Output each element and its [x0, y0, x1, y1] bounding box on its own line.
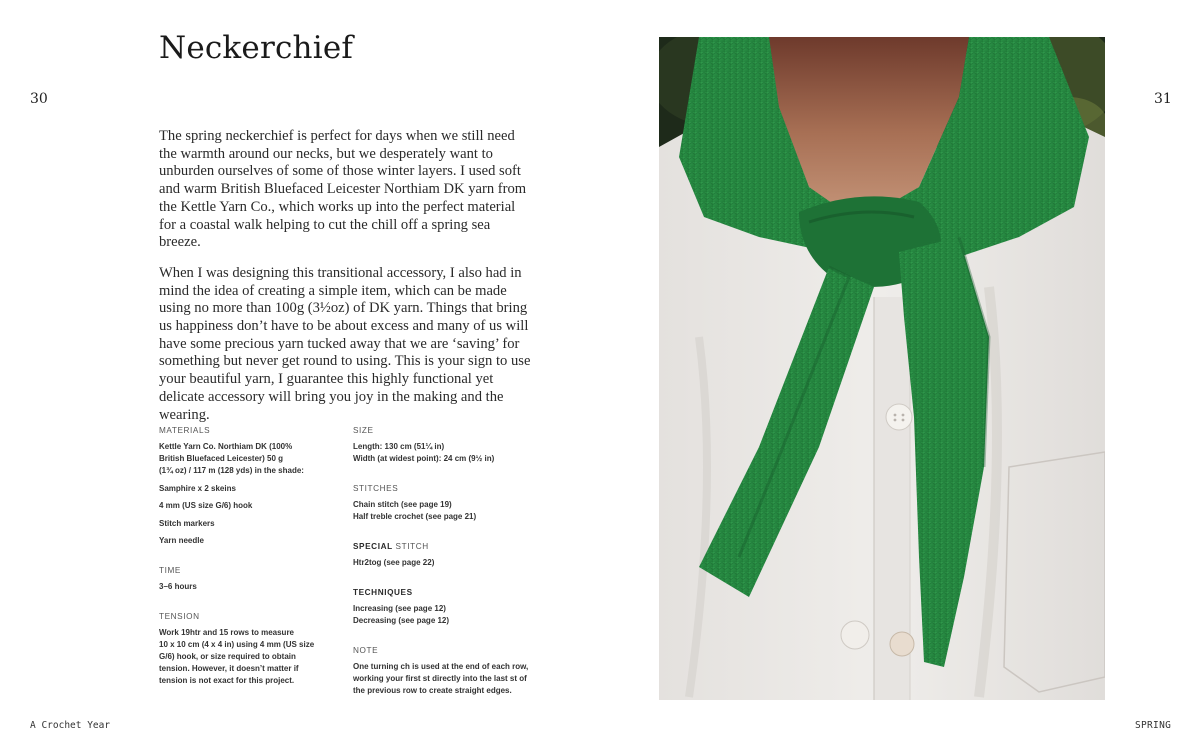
stitches-line: Half treble crochet (see page 21) — [353, 512, 477, 521]
footer-section-name: SPRING — [1135, 720, 1172, 731]
time-heading: TIME — [159, 566, 181, 575]
materials-yarn-line: British Bluefaced Leicester) 50 g — [159, 454, 284, 463]
stitches-heading: STITCHES — [353, 484, 399, 493]
techniques-section — [353, 588, 543, 627]
note-heading: NOTE — [353, 646, 379, 655]
intro-text — [159, 128, 534, 437]
note-line: One turning ch is used at the end of each row, — [353, 662, 529, 671]
size-line: Length: 130 cm (51¼ in) — [353, 442, 445, 451]
materials-item: Stitch markers — [159, 518, 215, 528]
materials-heading: MATERIALS — [159, 426, 211, 435]
note-line: working your first st directly into the last st of — [353, 674, 527, 683]
page-number-left: 30 — [30, 91, 48, 107]
special-stitch-line: Htr2tog (see page 22) — [353, 558, 435, 567]
tension-line: tension is not exact for this project. — [159, 676, 295, 685]
specs-column-left — [159, 426, 329, 706]
size-heading: SIZE — [353, 426, 374, 435]
techniques-heading — [353, 588, 543, 597]
special-stitch-heading-rest: STITCH — [392, 542, 429, 551]
materials-item: Samphire x 2 skeins — [159, 483, 236, 493]
pattern-title: Neckerchief — [159, 30, 354, 66]
size-section — [353, 426, 543, 465]
intro-paragraph-1: The spring neckerchief is perfect for days when we still need the warmth around our necks, but we desperately want to unburden ourselves of some of those winter layers. I used soft and warm British Bluefaced Leicester Northiam DK yarn from the Kettle Yarn Co., which works up into the perfect material for a coastal walk helping to cut the chill off a spring sea breeze. — [159, 128, 527, 251]
techniques-line: Decreasing (see page 12) — [353, 616, 450, 625]
note-line: the previous row to create straight edges. — [353, 686, 512, 695]
specs-column-right — [353, 426, 543, 716]
page-number-right: 31 — [1154, 91, 1172, 107]
special-stitch-section — [353, 542, 543, 569]
materials-item: 4 mm (US size G/6) hook — [159, 501, 253, 510]
special-stitch-heading-bold: SPECIAL — [353, 542, 393, 551]
tension-heading: TENSION — [159, 612, 200, 621]
tension-section — [159, 612, 329, 687]
tension-line: G/6) hook, or size required to obtain — [159, 652, 296, 661]
techniques-line: Increasing (see page 12) — [353, 604, 446, 613]
tension-line: Work 19htr and 15 rows to measure — [159, 628, 295, 637]
tension-line: 10 x 10 cm (4 x 4 in) using 4 mm (US size — [159, 640, 315, 649]
tension-line: tension. However, it doesn’t matter if — [159, 664, 299, 673]
materials-yarn-line: (1¾ oz) / 117 m (128 yds) in the shade: — [159, 466, 304, 475]
size-line: Width (at widest point): 24 cm (9½ in) — [353, 454, 495, 463]
time-value: 3–6 hours — [159, 582, 197, 591]
photo-illustration — [659, 37, 1105, 700]
techniques-heading-text: TECHNIQUES — [353, 588, 413, 597]
neckerchief-photo — [659, 37, 1105, 700]
stitches-section — [353, 484, 543, 523]
materials-item: Yarn needle — [159, 536, 204, 545]
materials-section — [159, 426, 329, 547]
special-stitch-heading — [353, 542, 543, 551]
intro-paragraph-2: When I was designing this transitional accessory, I also had in mind the idea of creating a simple item, which can be made using no more than 100g (3½oz) of DK yarn. Things that bring us happiness don’t have to be about excess and many of us will have some precious yarn tucked away that we are ‘saving’ for something but never get round to using. This is your sign to use your beautiful yarn, I guarantee this highly functional yet delicate accessory will bring you joy in the making and the wearing. — [159, 264, 531, 423]
time-section — [159, 566, 329, 593]
note-section — [353, 646, 543, 697]
stitches-line: Chain stitch (see page 19) — [353, 500, 452, 509]
materials-yarn-line: Kettle Yarn Co. Northiam DK (100% — [159, 442, 293, 451]
footer-book-title: A Crochet Year — [30, 720, 111, 731]
